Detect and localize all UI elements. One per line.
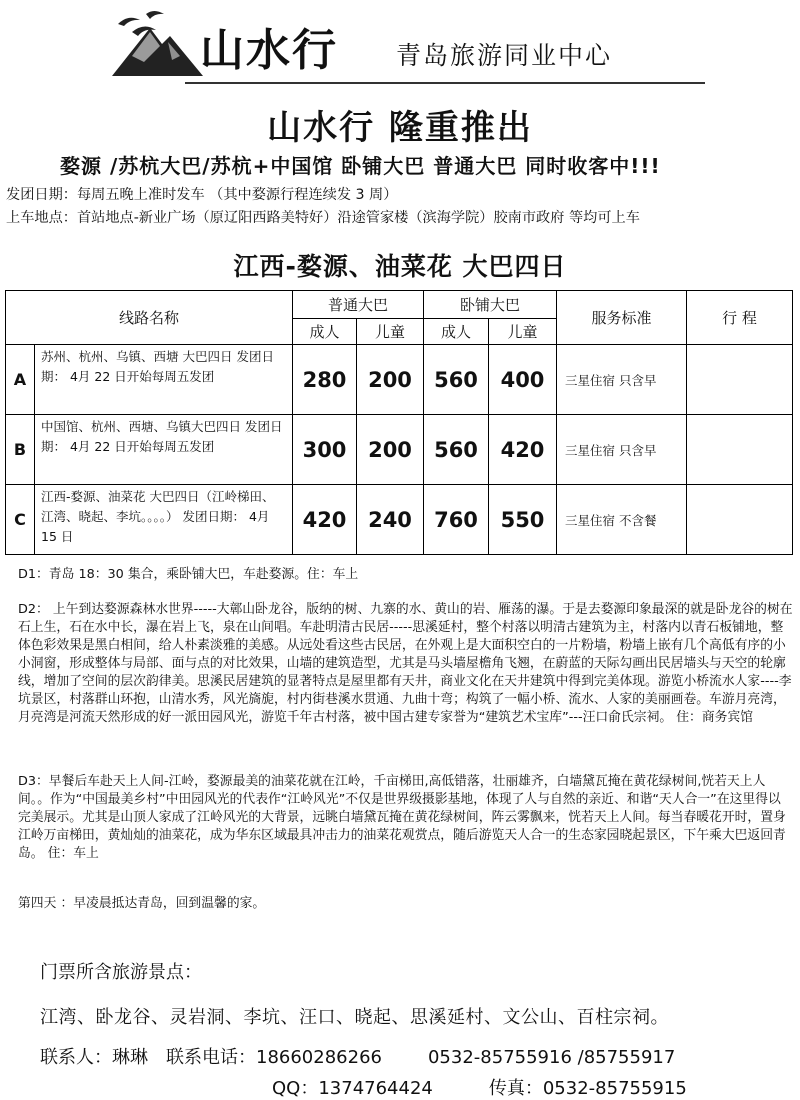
table-row: [6, 345, 793, 415]
route-name: 苏州、杭州、乌镇、西塘 大巴四日 发团日期： 4月 22 日开始每周五发团: [35, 345, 293, 415]
itinerary-cell: [687, 345, 793, 415]
route-code: B: [6, 415, 35, 485]
route-code: C: [6, 485, 35, 555]
tickets-title: 门票所含旅游景点：: [40, 962, 202, 983]
brand-name: 山水行: [200, 25, 338, 76]
phone-label: 联系电话：: [166, 1047, 256, 1068]
col-adult-header: 成人: [293, 319, 357, 345]
col-itinerary-header: 行 程: [687, 291, 793, 345]
logo-mountain-icon: [110, 10, 205, 80]
landline-numbers: 0532-85755916 /85755917: [427, 1047, 676, 1068]
price-regular-adult: 420: [293, 485, 357, 555]
itinerary-day4: 第四天 ：早凌晨抵达青岛，回到温馨的家。: [18, 896, 266, 911]
price-sleeper-child: 550: [489, 485, 557, 555]
brand-subtitle: 青岛旅游同业中心: [396, 41, 613, 70]
col-adult-header: 成人: [424, 319, 489, 345]
routes-announcement: 婺源 /苏杭大巴/苏杭+中国馆 卧铺大巴 普通大巴 同时收客中!!!: [60, 154, 661, 178]
price-regular-adult: 280: [293, 345, 357, 415]
itinerary-day1: D1：青岛 18：30 集合，乘卧铺大巴，车赴婺源。住：车上: [18, 567, 359, 582]
itinerary-day2: D2： 上午到达婺源森林水世界-----大鄣山卧龙谷，版纳的树、九寨的水、黄山的岩、雁荡的瀑。于是去婺源印象最深的就是卧龙谷的树在石上生，石在水中长，瀑在岩上飞，泉在山间唱。车赴明清古民居-----思溪延村，整个村落以明清古建筑为主，村落内以青石板铺地，整体色彩效果是黑白相间，给人朴素淡雅的美感。从远处看这些古民居，在外观上是大面积空白的一片粉墙，粉墙上嵌有几个高低有序的小小洞窗，形成整体与局部、面与点的对比效果，山墙的建筑造型，尤其是马头墙屋檐角飞翘，在蔚蓝的天际勾画出民居墙头与天空的轮廓线，增加了空间的层次韵律美。思溪民居建筑的显著特点是屋里都有天井，商业文化在天井建筑中得到完美体现。游览小桥流水人家----李坑景区，村落群山环抱，山清水秀，风光旖旎，村内街巷溪水贯通、九曲十弯；构筑了一幅小桥、流水、人家的美丽画卷。车游月亮湾，月亮湾是河流天然形成的好一派田园风光，游览千年古村落，被中国古建专家誉为“建筑艺术宝库”---汪口俞氏宗祠。 住：商务宾馆: [18, 602, 793, 725]
headline: 山水行 隆重推出: [267, 108, 533, 148]
contact-line: [40, 1043, 675, 1069]
price-sleeper-adult: 560: [424, 345, 489, 415]
route-name: 中国馆、杭州、西塘、乌镇大巴四日 发团日期： 4月 22 日开始每周五发团: [35, 415, 293, 485]
price-sleeper-adult: 760: [424, 485, 489, 555]
price-regular-child: 200: [357, 345, 424, 415]
price-sleeper-child: 420: [489, 415, 557, 485]
price-regular-child: 240: [357, 485, 424, 555]
tour-subtitle: 江西-婺源、油菜花 大巴四日: [233, 252, 567, 281]
price-regular-adult: 300: [293, 415, 357, 485]
header-divider: [185, 82, 705, 84]
route-name: 江西-婺源、油菜花 大巴四日（江岭梯田、江湾、晓起、李坑。。。。） 发团日期： 4月 15 日: [35, 485, 293, 555]
tickets-list: 江湾、卧龙谷、灵岩洞、李坑、汪口、晓起、思溪延村、文公山、百柱宗祠。: [40, 1007, 669, 1028]
itinerary-cell: [687, 415, 793, 485]
price-sleeper-child: 400: [489, 345, 557, 415]
mobile-number: 18660286266: [256, 1047, 382, 1068]
routes-table: [5, 290, 793, 555]
service-standard: 三星住宿 只含早: [557, 415, 687, 485]
col-sleeper-bus-header: 卧铺大巴: [424, 291, 557, 319]
price-regular-child: 200: [357, 415, 424, 485]
qq-number: QQ：1374764424: [272, 1078, 433, 1099]
col-regular-bus-header: 普通大巴: [293, 291, 424, 319]
boarding-info: 上车地点：首站地点-新业广场（原辽阳西路美特好）沿途管家楼（滨海学院）胶南市政府 等均可上车: [6, 210, 640, 226]
col-child-header: 儿童: [357, 319, 424, 345]
service-standard: 三星住宿 只含早: [557, 345, 687, 415]
col-child-header: 儿童: [489, 319, 557, 345]
col-route-header: 线路名称: [6, 291, 293, 345]
table-row: [6, 485, 793, 555]
itinerary-day3: D3：早餐后车赴天上人间-江岭，婺源最美的油菜花就在江岭，千亩梯田,高低错落，壮丽雄齐，白墙黛瓦掩在黄花绿树间,恍若天上人间。。作为“中国最美乡村”中田园风光的代表作“江岭风光”不仅是世界级摄影基地，体现了人与自然的亲近、和谐“天人合一”在这里得以完美展示。尤其是山顶人家成了江岭风光的大背景，远眺白墙黛瓦掩在黄花绿树间，阵云雾飘来，恍若天上人间。每当春暖花开时，置身江岭万亩梯田，黄灿灿的油菜花，成为华东区域最具冲击力的油菜花观赏点，随后游览天人合一的生态家园晓起景区，下午乘大巴返回青岛。 住：车上: [18, 774, 786, 861]
route-code: A: [6, 345, 35, 415]
service-standard: 三星住宿 不含餐: [557, 485, 687, 555]
table-row: [6, 415, 793, 485]
price-sleeper-adult: 560: [424, 415, 489, 485]
contact-person: 联系人：琳琳: [40, 1047, 148, 1068]
contact-line-2: [272, 1074, 687, 1100]
departure-info: 发团日期：每周五晚上准时发车 （其中婺源行程连续发 3 周）: [6, 187, 398, 203]
fax-number: 传真：0532-85755915: [488, 1078, 687, 1099]
itinerary-cell: [687, 485, 793, 555]
col-service-header: 服务标准: [557, 291, 687, 345]
